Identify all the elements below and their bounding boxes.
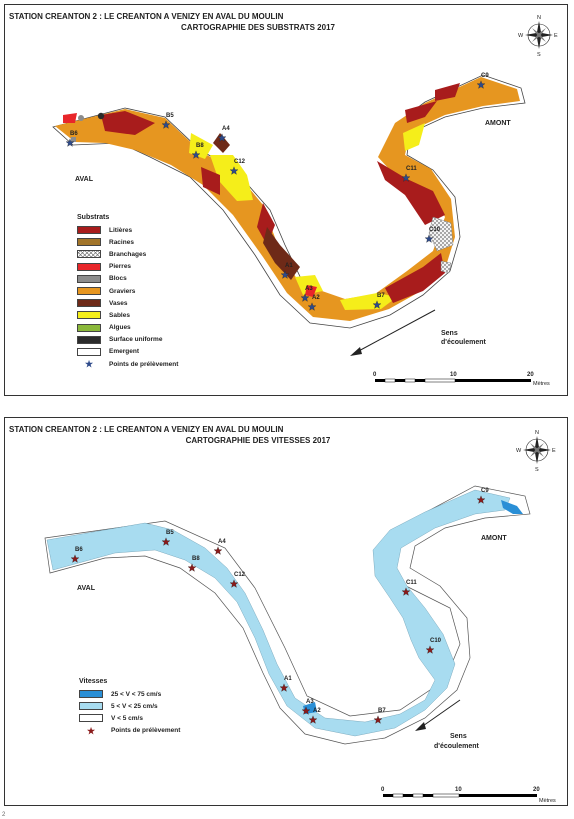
velocity-legend bbox=[79, 678, 180, 737]
compass-south: S bbox=[535, 467, 539, 473]
legend-swatch bbox=[77, 238, 101, 246]
svg-text:C10: C10 bbox=[430, 638, 442, 644]
legend-label: V < 5 cm/s bbox=[111, 714, 143, 722]
svg-text:A1: A1 bbox=[284, 676, 292, 682]
compass-east: E bbox=[552, 448, 556, 454]
legend-label: Racines bbox=[109, 238, 134, 246]
legend-title: Vitesses bbox=[79, 678, 108, 685]
compass-east: E bbox=[554, 33, 558, 39]
legend-label: Emergent bbox=[109, 348, 139, 356]
velocity-map-panel bbox=[4, 417, 568, 806]
legend-item bbox=[77, 224, 178, 236]
flow-label-1: Sens bbox=[450, 733, 467, 740]
legend-item bbox=[77, 285, 178, 297]
scale-unit: Mètres bbox=[533, 381, 550, 387]
legend-swatch bbox=[77, 324, 101, 332]
compass-west: W bbox=[518, 33, 524, 39]
downstream-label: AVAL bbox=[77, 585, 96, 592]
legend-swatch bbox=[77, 263, 101, 271]
svg-text:C9: C9 bbox=[481, 73, 489, 79]
legend-label: Points de prélèvement bbox=[111, 727, 181, 735]
compass-south: S bbox=[537, 52, 541, 58]
scale-bar bbox=[381, 787, 556, 804]
compass-rose-icon bbox=[516, 430, 556, 473]
scale-tick-20: 20 bbox=[527, 372, 534, 378]
legend-label: Litières bbox=[109, 226, 133, 234]
legend-swatch bbox=[77, 336, 101, 344]
legend-swatch bbox=[77, 287, 101, 295]
legend-label: Sables bbox=[109, 311, 130, 319]
legend-label: 25 < V < 75 cm/s bbox=[111, 690, 162, 698]
legend-item bbox=[77, 248, 178, 260]
upstream-label: AMONT bbox=[481, 535, 507, 542]
compass-north: N bbox=[535, 430, 539, 436]
svg-text:C12: C12 bbox=[234, 159, 246, 165]
scale-unit: Mètres bbox=[539, 798, 556, 804]
legend-title: Substrats bbox=[77, 214, 110, 221]
svg-text:B6: B6 bbox=[75, 547, 83, 553]
svg-text:C11: C11 bbox=[406, 580, 417, 586]
legend-label: 5 < V < 25 cm/s bbox=[111, 702, 158, 710]
svg-text:A4: A4 bbox=[218, 539, 226, 545]
velocity-map bbox=[5, 418, 567, 805]
svg-text:A4: A4 bbox=[222, 126, 230, 132]
legend-item bbox=[77, 297, 178, 309]
legend-label: Branchages bbox=[109, 250, 147, 258]
legend-item bbox=[77, 236, 178, 248]
substrate-uniform bbox=[98, 113, 104, 119]
svg-text:B8: B8 bbox=[192, 556, 200, 562]
legend-label: Points de prélèvement bbox=[109, 360, 179, 368]
scale-tick-0: 0 bbox=[373, 372, 377, 378]
legend-label: Algues bbox=[109, 324, 131, 332]
svg-text:B8: B8 bbox=[196, 143, 204, 149]
svg-text:A2: A2 bbox=[312, 295, 320, 301]
star-icon: ★ bbox=[86, 725, 96, 736]
svg-text:B7: B7 bbox=[378, 708, 386, 714]
page-number: 2 bbox=[2, 812, 6, 818]
compass-west: W bbox=[516, 448, 522, 454]
compass-north: N bbox=[537, 15, 541, 21]
svg-text:C10: C10 bbox=[429, 227, 441, 233]
svg-text:B5: B5 bbox=[166, 530, 174, 536]
svg-text:A1: A1 bbox=[285, 263, 293, 269]
legend-swatch bbox=[77, 311, 101, 319]
legend-swatch bbox=[77, 348, 101, 356]
svg-text:B7: B7 bbox=[377, 293, 385, 299]
svg-text:A3: A3 bbox=[305, 286, 313, 292]
legend-label: Graviers bbox=[109, 287, 136, 295]
scale-bar bbox=[373, 372, 550, 387]
substrate-map-panel bbox=[4, 4, 568, 396]
legend-swatch bbox=[77, 275, 101, 283]
map-title-line2: CARTOGRAPHIE DES VITESSES 2017 bbox=[185, 436, 331, 445]
flow-label-2: d'écoulement bbox=[441, 339, 486, 346]
svg-text:C9: C9 bbox=[481, 488, 489, 494]
flow-label-1: Sens bbox=[441, 330, 458, 337]
svg-text:A3: A3 bbox=[306, 699, 314, 705]
scale-tick-20: 20 bbox=[533, 787, 540, 793]
legend-swatch bbox=[77, 299, 101, 307]
map-title-line2: CARTOGRAPHIE DES SUBSTRATS 2017 bbox=[181, 23, 335, 32]
scale-tick-0: 0 bbox=[381, 787, 385, 793]
legend-item bbox=[79, 712, 180, 724]
downstream-label: AVAL bbox=[75, 176, 94, 183]
legend-item bbox=[79, 700, 180, 712]
flow-label-2: d'écoulement bbox=[434, 743, 479, 750]
scale-tick-10: 10 bbox=[450, 372, 457, 378]
scale-tick-10: 10 bbox=[455, 787, 462, 793]
legend-item bbox=[77, 309, 178, 321]
legend-item bbox=[77, 273, 178, 285]
legend-swatch bbox=[79, 702, 103, 710]
legend-item bbox=[79, 688, 180, 700]
legend-label: Pierres bbox=[109, 263, 132, 271]
legend-label: Blocs bbox=[109, 275, 127, 283]
compass-rose-icon bbox=[518, 15, 558, 58]
upstream-label: AMONT bbox=[485, 120, 511, 127]
legend-item bbox=[77, 334, 178, 346]
legend-item bbox=[77, 261, 178, 273]
svg-text:B5: B5 bbox=[166, 113, 174, 119]
svg-text:C12: C12 bbox=[234, 572, 246, 578]
legend-item bbox=[77, 358, 178, 370]
svg-text:C11: C11 bbox=[406, 166, 417, 172]
svg-text:B6: B6 bbox=[70, 131, 78, 137]
map-title-line1: STATION CREANTON 2 : LE CREANTON A VENIZY EN AVAL DU MOULIN bbox=[9, 425, 284, 434]
legend-swatch bbox=[79, 690, 103, 698]
legend-item bbox=[79, 725, 180, 737]
substrate-legend bbox=[77, 214, 178, 370]
legend-item bbox=[77, 322, 178, 334]
legend-swatch bbox=[77, 226, 101, 234]
legend-label: Vases bbox=[109, 299, 128, 307]
legend-swatch bbox=[79, 714, 103, 722]
svg-text:A2: A2 bbox=[313, 708, 321, 714]
map-title-line1: STATION CREANTON 2 : LE CREANTON A VENIZY EN AVAL DU MOULIN bbox=[9, 12, 284, 21]
legend-swatch bbox=[77, 250, 101, 258]
legend-label: Surface uniforme bbox=[109, 336, 163, 344]
star-icon: ★ bbox=[84, 359, 94, 370]
legend-item bbox=[77, 346, 178, 358]
